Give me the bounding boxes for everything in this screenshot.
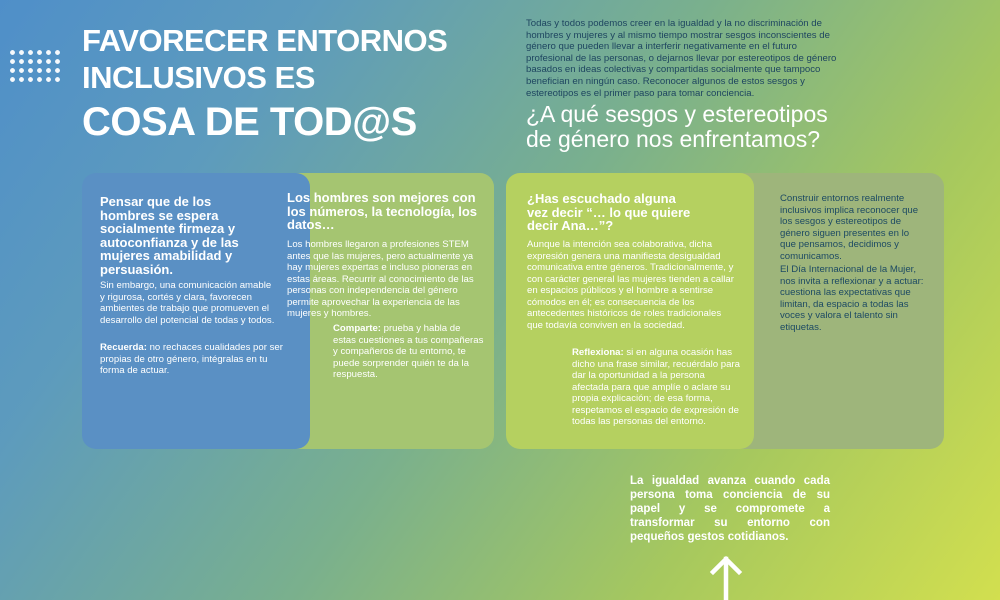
card-1-body: Sin embargo, una comunicación amable y rigurosa, cortés y clara, favorecen ambientes de trabajo que promueven el desarrollo del potencial de todas y todos. bbox=[100, 280, 275, 326]
page-title bbox=[82, 22, 447, 146]
question-heading: ¿A qué sesgos y estereotipos de género nos enfrentamos? bbox=[526, 101, 828, 152]
card-2-tip-text: prueba y habla de estas cuestiones a tus compañeras y compañeros de tu entorno, te puede sorprender quién te da la respuesta. bbox=[333, 323, 484, 380]
card-4-body-2: El Día Internacional de la Mujer, nos invita a reflexionar y a actuar: cuestiona las expectativas que limitan, da espacio a todas las voces y valora el talento sin etiquetas. bbox=[780, 264, 924, 333]
intro-text: Todas y todos podemos creer en la igualdad y la no discriminación de hombres y mujeres y al mismo tiempo mostrar sesgos inconscientes de género que pueden llevar a interferir negativamente en el futuro profesional de las personas, o dejarnos llevar por estereotipos de género basados en ideas colectivas y compartidas socialmente que tampoco benefician en ningún caso. Reconocer algunos de estos sesgos y estereotipos es el primer paso para tomar conciencia. bbox=[526, 18, 837, 99]
card-1-heading: Pensar que de los hombres se espera socialmente firmeza y autoconfianza y de las mujeres amabilidad y persuasión. bbox=[100, 194, 239, 277]
card-3-body: Aunque la intención sea colaborativa, dicha expresión genera una manifiesta desigualdad comunicativa entre géneros. Tradicionalmente, y con carácter general las mujeres tienden a callar en espacios públicos y el hombre a sentirse cómodos en él; es consecuencia de los antecedentes históricos de roles tradicionales que todavía conviven en la sociedad. bbox=[527, 239, 734, 331]
card-1-tip-label: Recuerda: bbox=[100, 342, 147, 353]
card-1-tip bbox=[100, 342, 290, 377]
title-line-3: COSA DE TOD@S bbox=[82, 100, 417, 144]
card-2-tip-label: Comparte: bbox=[333, 323, 381, 334]
card-3-tip bbox=[572, 347, 740, 428]
title-line-1: FAVORECER ENTORNOS bbox=[82, 23, 448, 58]
closing-message: La igualdad avanza cuando cada persona toma conciencia de su papel y se compromete a transformar su entorno con pequeños gestos cotidianos. bbox=[630, 475, 830, 543]
card-3-tip-label: Reflexiona: bbox=[572, 347, 624, 358]
card-4-body: Construir entornos realmente inclusivos implica reconocer que los sesgos y estereotipos de género siguen presentes en lo que pensamos, decidimos y comunicamos. bbox=[780, 193, 919, 262]
dots-grid-icon bbox=[8, 48, 62, 84]
card-2-tip bbox=[333, 323, 485, 381]
card-3-heading: ¿Has escuchado alguna vez decir “… lo que quiere decir Ana…”? bbox=[527, 191, 691, 233]
card-1-tip-text: no rechaces cualidades por ser propias de otro género, intégralas en tu forma de actuar. bbox=[100, 342, 283, 376]
card-2-heading: Los hombres son mejores con los números, la tecnología, los datos… bbox=[287, 190, 477, 232]
title-line-2: INCLUSIVOS ES bbox=[82, 60, 315, 95]
arrow-up-icon bbox=[708, 555, 744, 600]
card-3-tip-text: si en alguna ocasión has dicho una frase similar, recuérdalo para dar la oportunidad a la persona afectada para que amplíe o aclare su propia explicación; de esa forma, respetamos el espacio de expresión de todas las personas del entorno. bbox=[572, 347, 740, 427]
card-2-body: Los hombres llegaron a profesiones STEM antes que las mujeres, pero actualmente ya hay mujeres expertas e incluso pioneras en estas áreas. Recurrir al conocimiento de las personas con independencia del género permite aprovechar la experiencia de las mujeres y hombres. bbox=[287, 239, 474, 319]
